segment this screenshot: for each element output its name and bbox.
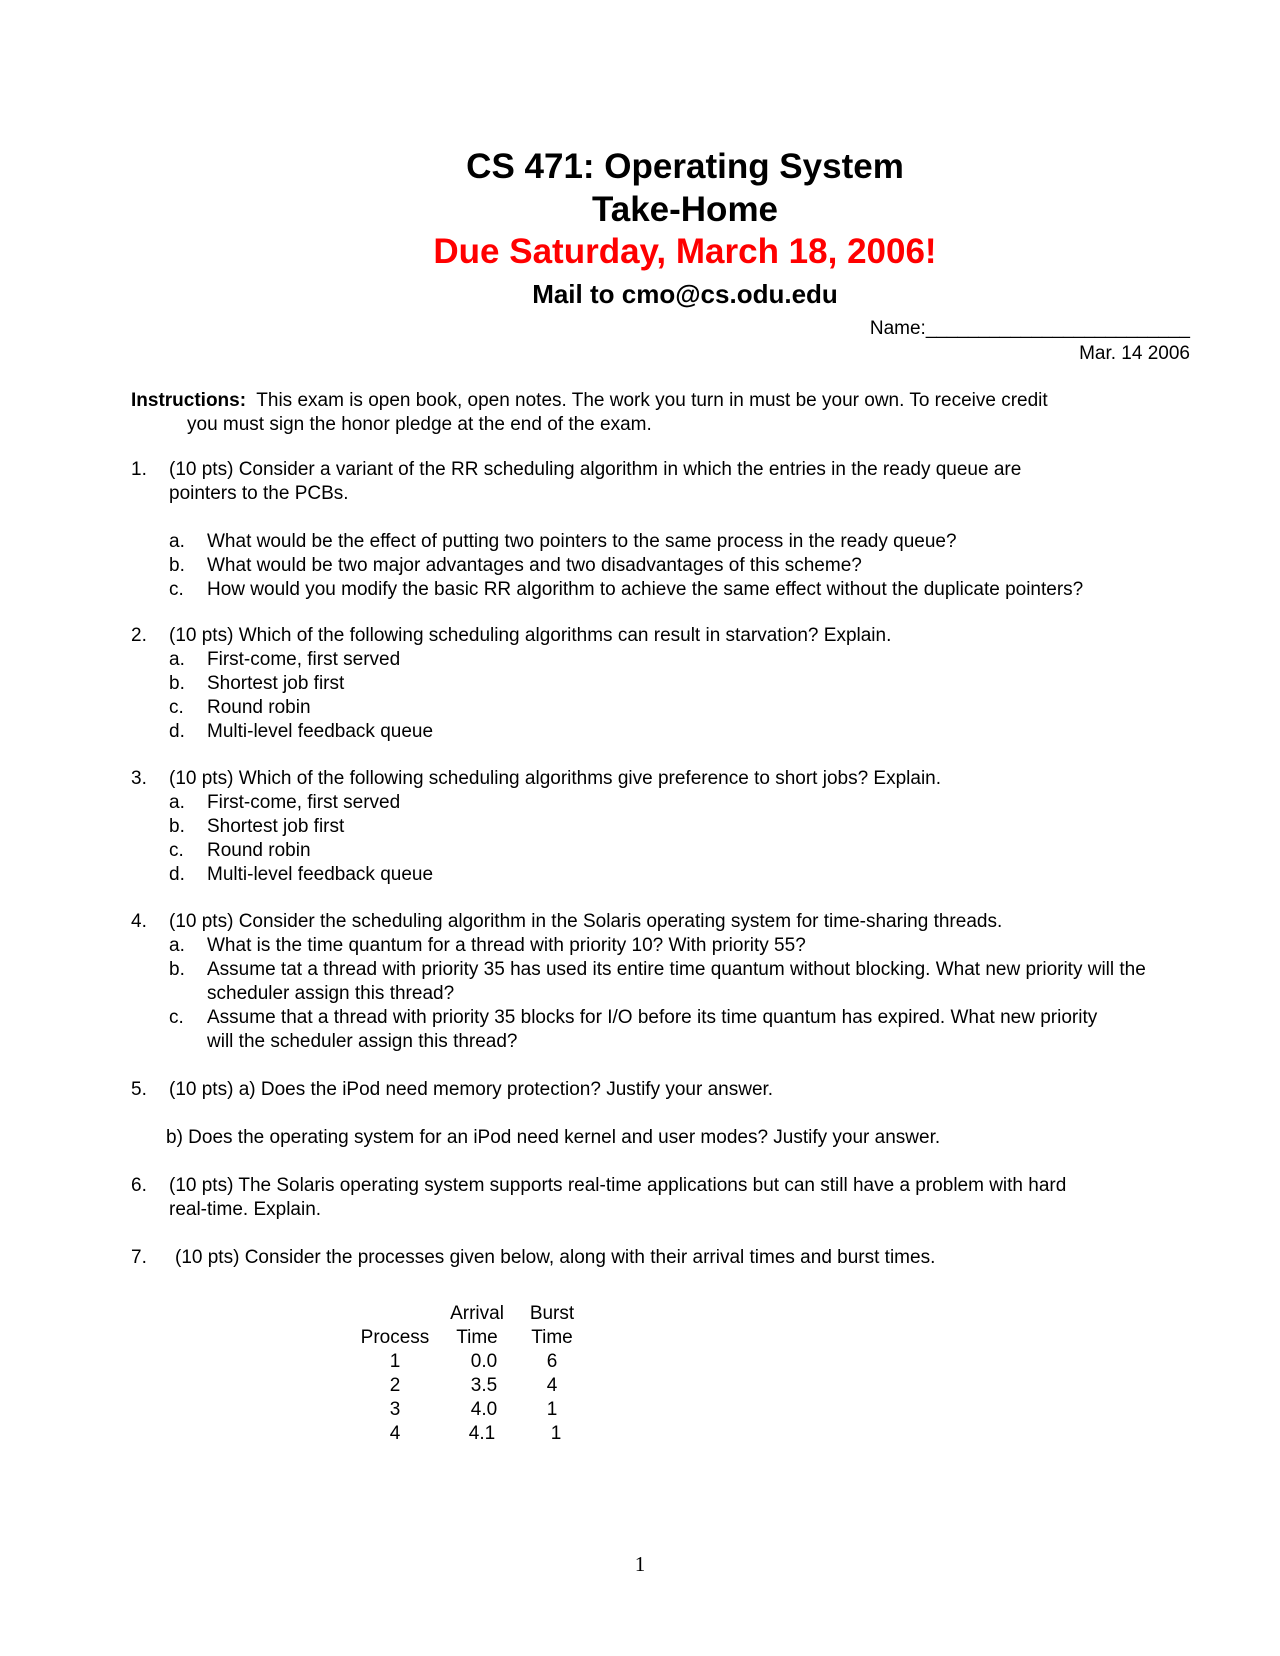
sub-letter: a. [169,792,185,813]
sub-letter: b. [169,959,185,980]
sub-letter: d. [169,721,185,742]
sub-letter: b. [169,816,185,837]
question-text: (10 pts) Which of the following scheduling algorithms give preference to short jobs? Explain. [169,768,942,789]
question-number: 1. [131,459,147,480]
sub-item [169,554,1201,578]
sub-item [169,530,1201,554]
page-number: 1 [634,1552,646,1576]
sub-item [169,672,1201,696]
question-number: 2. [131,625,147,646]
instructions-text: This exam is open book, open notes. The work you turn in must be your own. To receive credit [256,390,1048,411]
table-cell: 4.0 [470,1399,498,1420]
sub-text: Multi-level feedback queue [207,864,434,885]
question-number: 4. [131,911,147,932]
question-number: 3. [131,768,147,789]
process-table [350,1302,590,1446]
table-row [350,1374,590,1398]
table-cell: 1 [550,1423,562,1444]
question-2 [131,624,1201,744]
sub-letter: c. [169,697,184,718]
sub-text: Multi-level feedback queue [207,721,434,742]
sub-text: Assume tat a thread with priority 35 has used its entire time quantum without blocking. What new priority will the scheduler assign this thread? [207,959,1146,1004]
question-text: (10 pts) The Solaris operating system supports real-time applications but can still have a problem with hard real-time. Explain. [169,1175,1067,1220]
table-row [350,1350,590,1374]
sub-letter: b. [169,673,185,694]
sub-item [169,839,1201,863]
exam-date: Mar. 14 2006 [1079,343,1190,364]
table-cell: 3 [389,1399,401,1420]
sub-text: Assume that a thread with priority 35 blocks for I/O before its time quantum has expired. What new priority will the scheduler assign this thread? [207,1007,1098,1052]
question-text: (10 pts) Consider the scheduling algorithm in the Solaris operating system for time-sharing threads. [169,911,1003,932]
sub-letter: b. [169,555,185,576]
question-3 [131,767,1201,887]
question-6 [131,1174,1201,1222]
table-cell: 6 [546,1351,558,1372]
question-text: (10 pts) Consider a variant of the RR scheduling algorithm in which the entries in the ready queue are pointers to the PCBs. [169,459,1022,504]
sub-letter: d. [169,864,185,885]
table-header-cell: Arrival [450,1303,504,1324]
table-header-cell: Time [531,1327,573,1348]
question-number: 6. [131,1175,147,1196]
sub-text: Round robin [207,697,311,718]
question-1-subitems [131,530,1201,602]
question-text: (10 pts) Consider the processes given below, along with their arrival times and burst times. [175,1247,936,1268]
table-header-cell: Process [360,1327,430,1348]
sub-item [169,958,1167,1006]
table-header-cell: Burst [529,1303,575,1324]
name-line [870,317,1190,341]
question-1 [131,458,1201,506]
sub-letter: a. [169,649,185,670]
instructions-continuation: you must sign the honor pledge at the end of the exam. [187,414,652,435]
sub-item [169,863,1201,887]
sub-letter: c. [169,1007,184,1028]
table-row [350,1422,590,1446]
sub-item [169,1006,1127,1054]
question-7 [131,1246,1201,1270]
question-text: (10 pts) Which of the following scheduling algorithms can result in starvation? Explain. [169,625,892,646]
name-label: Name: [869,318,926,339]
course-title: CS 471: Operating System [466,147,904,186]
table-row [350,1398,590,1422]
sub-text: What would be the effect of putting two pointers to the same process in the ready queue? [207,531,957,552]
mail-to: Mail to cmo@cs.odu.edu [532,279,838,309]
sub-item [169,648,1201,672]
sub-item [169,791,1201,815]
table-header-cell: Time [456,1327,498,1348]
instructions-label: Instructions: [131,390,247,411]
question-text: b) Does the operating system for an iPod need kernel and user modes? Justify your answer. [166,1127,941,1148]
table-cell: 3.5 [470,1375,498,1396]
sub-letter: a. [169,531,185,552]
sub-text: Round robin [207,840,311,861]
table-header-row [350,1302,590,1326]
question-5-part-b [131,1126,1201,1150]
table-header-row [350,1326,590,1350]
question-text: (10 pts) a) Does the iPod need memory protection? Justify your answer. [169,1079,774,1100]
sub-text: What is the time quantum for a thread with priority 10? With priority 55? [207,935,806,956]
question-number: 5. [131,1079,147,1100]
question-5 [131,1078,1201,1102]
table-cell: 1 [389,1351,401,1372]
table-header-cell [350,1302,440,1326]
sub-text: First-come, first served [207,792,401,813]
exam-type: Take-Home [591,190,779,229]
table-cell: 0.0 [470,1351,498,1372]
sub-item [169,934,1201,958]
sub-item [169,696,1201,720]
sub-item [169,720,1201,744]
sub-text: First-come, first served [207,649,401,670]
table-cell: 4 [546,1375,558,1396]
question-number: 7. [131,1247,147,1268]
due-date: Due Saturday, March 18, 2006! [433,232,937,271]
sub-text: Shortest job first [207,816,345,837]
sub-text: How would you modify the basic RR algorithm to achieve the same effect without the duplicate pointers? [207,579,1084,600]
question-4 [131,910,1201,1054]
sub-letter: c. [169,840,184,861]
sub-text: Shortest job first [207,673,345,694]
instructions [131,389,1191,437]
table-cell: 4.1 [468,1423,496,1444]
name-blank: _________________________ [925,318,1190,339]
sub-letter: c. [169,579,184,600]
table-cell: 1 [546,1399,558,1420]
table-cell: 4 [389,1423,401,1444]
sub-item [169,578,1201,602]
sub-item [169,815,1201,839]
sub-text: What would be two major advantages and two disadvantages of this scheme? [207,555,862,576]
sub-letter: a. [169,935,185,956]
table-cell: 2 [389,1375,401,1396]
